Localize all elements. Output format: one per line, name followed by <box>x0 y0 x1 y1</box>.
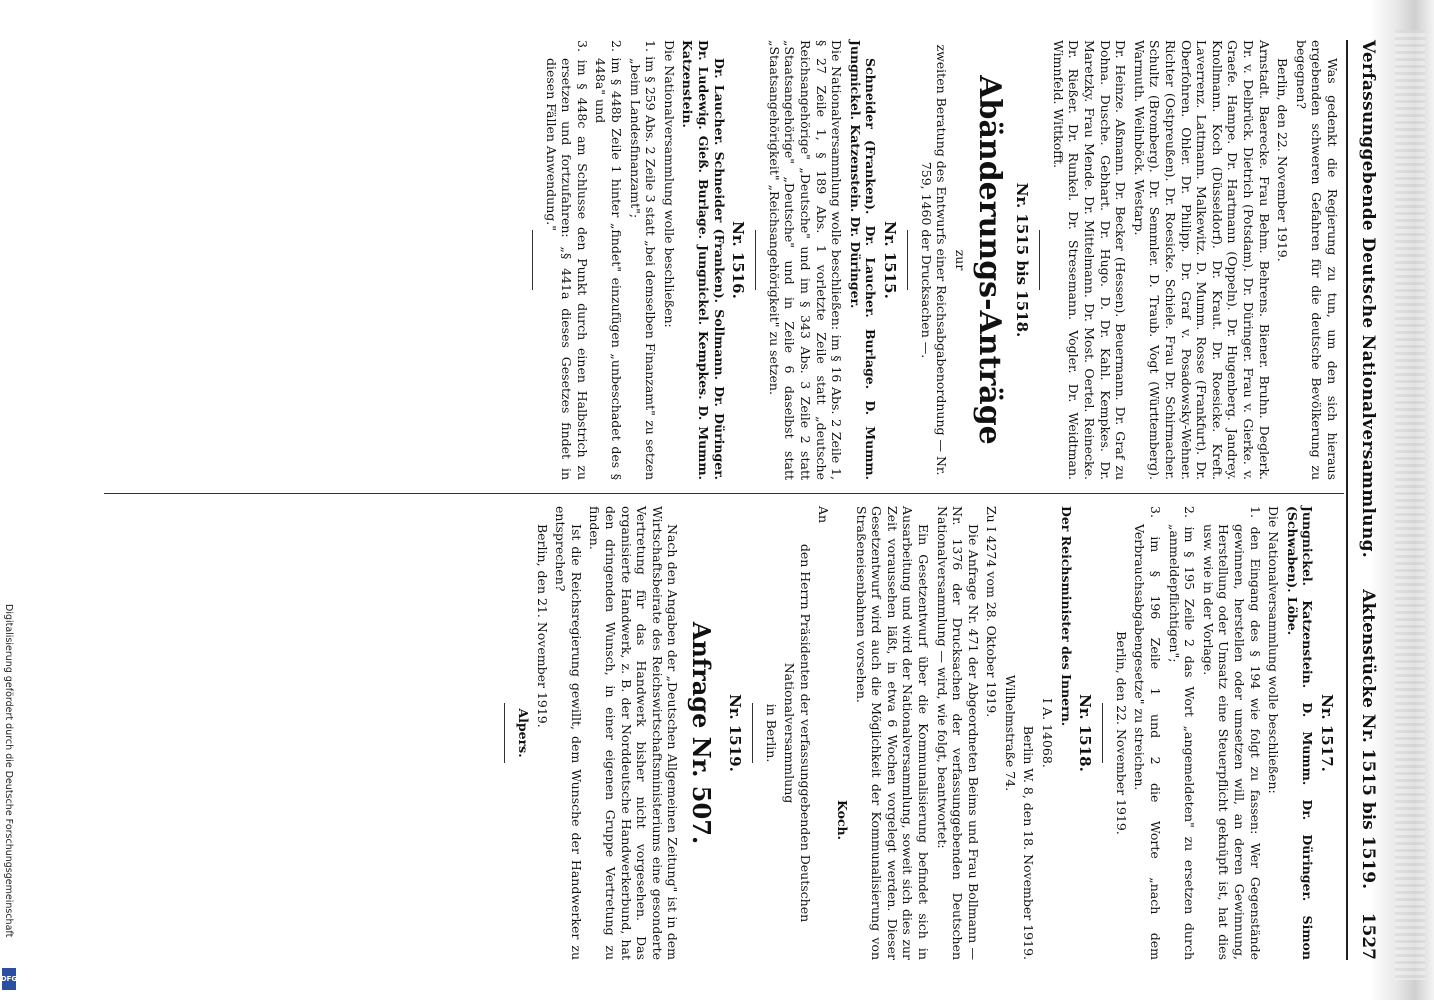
date-1517: Berlin, den 22. November 1919. <box>1113 631 1129 835</box>
heading-1519: Nr. 1519. <box>726 694 744 772</box>
item-1516-2: 2. im § 448b Zeile 1 hinter „findet" einzufügen „unbeschadet des § 448a" und <box>593 40 625 480</box>
lead-1516: Die Nationalversammlung wolle beschließen: <box>661 40 677 328</box>
header-right: Aktenstücke Nr. 1515 bis 1519. 1527 <box>1358 589 1378 960</box>
body-1519: Nach den Angaben der „Deutschen Allgemeinen Zeitung" ist in dem Wirtschaftsbeirate des Reichswirtschaftsministeriums eine gesonderte Vertretung für das Handwerk bisher nicht vorgesehen. Das organisierte Handwerk, z. B. der Norddeutsche Handwerkerbund, hat den dringenden Wunsch, in einer eigenen Gruppe Vertretung zu finden. <box>587 506 681 960</box>
separator <box>532 230 533 290</box>
heading-1515: Nr. 1515. <box>880 221 899 299</box>
heading-abaenderungs: Abänderungs-Anträge <box>971 75 1007 445</box>
separator <box>755 230 756 290</box>
place-date: Berlin W. 8, den 18. November 1919. <box>1021 725 1037 960</box>
page-number: 1527 <box>1358 912 1378 960</box>
signature-alpers: Alpers. <box>516 708 532 758</box>
an-line: An <box>816 506 832 524</box>
names-1517: Jungnickel. Katzenstein. D. Mumm. Dr. Düringer. Simon (Schwaben). Löbe. <box>1284 506 1316 960</box>
separator <box>907 230 908 290</box>
address-city: in Berlin. <box>763 703 779 763</box>
item-1517-3: 3. im § 196 Zeile 1 und 2 die Worte „nach dem Verbrauchsabgabengesetze" zu streichen. <box>1132 506 1164 960</box>
dateline: Berlin, den 22. November 1919. <box>1275 58 1291 262</box>
heading-anfrage: Anfrage Nr. 507. <box>687 621 717 845</box>
header-rule <box>1346 40 1348 960</box>
names-1515: Schneider (Franken). Dr. Laucher. Burlage. D. Mumm. Jungnickel. Katzenstein. Dr. Düringer. <box>847 40 879 480</box>
heading-1517: Nr. 1517. <box>1318 694 1336 772</box>
body-1518: Die Anfrage Nr. 471 der Abgeordneten Beims und Frau Bollmann — Nr. 1376 der Drucksachen der verfassunggebenden Deutschen Nationalversammlung — wird, wie folgt, beantwortet: <box>934 506 981 960</box>
body-1519b: Ist die Reichsregierung gewillt, dem Wunsche der Handwerker zu entsprechen? <box>553 506 584 960</box>
intro-text: Was gedenkt die Regierung zu tun, um den sich hieraus ergebenden schweren Gefahren für die deutsche Bevölkerung zu begegnen? <box>1293 40 1340 480</box>
heading-1518: Nr. 1518. <box>1076 694 1095 772</box>
signers-list-2: Dr. Heinze. Aßmann. Dr. Becker (Hessen). Beuermann. Dr. Graf zu Dohna. Dusche. Gebhart. Dr. Hugo. D. Dr. Kahl. Kempkes. Dr. Maretzky. Frau Mende. Dr. Mittelmann. Dr. Most. Oertel. Reinecke. Dr. Rießer. Dr. Runkel. Dr. Stresemann. Vogler. Dr. Weidtman. Wimnfeld. Wittkofft. <box>1050 40 1129 480</box>
column-rule <box>104 493 1344 494</box>
left-column <box>522 40 1340 480</box>
body-1518b: Ein Gesetzentwurf über die Kommunalisierung befindet sich in Ausarbeitung und wird der Nationalversammlung, soweit sich dies zur Zeit voraussehen läßt, in etwa 6 Wochen vorgelegt werden. Dieser Gesetzentwurf wird auch die Möglichkeit der Kommunalisierung von Straßeneisenbahnen vorsehen. <box>853 506 931 960</box>
heading-range: Nr. 1515 bis 1518. <box>1013 182 1032 338</box>
separator <box>1102 703 1103 763</box>
item-1517-2: 2. im § 195 Zeile 2 das Wort „angemeldeten" zu ersetzen durch „anmeldepflichtigen"; <box>1166 506 1198 960</box>
body-1515: Die Nationalversammlung wolle beschließen: im § 16 Abs. 2 Zeile 1, § 27 Zeile 1, § 189 Abs. 1 vorletzte Zeile statt „deutsche Reichsangehörige" „Deutsche" und im § 343 Abs. 3 Zeile 2 statt „Staatsangehörige" „Deutsche" und in Zeile 6 daselbst statt „Staatsangehörigkeit" „Reichsangehörigkeit" zu setzen. <box>766 40 845 480</box>
separator <box>504 703 505 763</box>
heading-1516: Nr. 1516. <box>729 221 748 299</box>
names-1516: Dr. Laucher. Schneider (Franken). Sollmann. Dr. Düringer. Dr. Ludewig. Gieß. Burlage. Jungnickel. Kempkes. D. Mumm. Katzenstein. <box>680 40 727 480</box>
minister-line: Der Reichsminister des Innern. <box>1058 506 1074 727</box>
sub-heading: zweiten Beratung des Entwurfs einer Reichsabgabenordnung — Nr. 759, 1460 der Drucksachen —. <box>918 44 950 476</box>
separator <box>752 703 753 763</box>
lead-1517: Die Nationalversammlung wolle beschließen: <box>1266 506 1282 794</box>
street: Wilhelmstraße 74. <box>1002 674 1018 792</box>
zur-text: zur <box>952 249 968 271</box>
right-column <box>494 506 1340 960</box>
item-1516-1: 1. im § 259 Abs. 2 Zeile 3 statt „bei demselben Finanzamt" zu setzen „beim Landesfinanzamt"; <box>627 40 659 480</box>
zu-line: Zu I 4274 vom 28. Oktober 1919. <box>984 506 1000 718</box>
date-1519: Berlin, den 21. November 1919. <box>534 524 550 728</box>
address: den Herrn Präsidenten der verfassunggebenden Deutschen Nationalversammlung <box>782 543 813 923</box>
dfg-logo: DFG <box>2 968 16 990</box>
page-header <box>1344 40 1378 960</box>
signers-list: Arnstadt. Baerecke. Frau Behm. Behrens. Biener. Bruhn. Deglerk. Dr. v. Delbrück. Dietrich (Potsdam). Dr. Düringer. Frau v. Gierke. v. Graefe. Hampe. Dr. Hartmann (Oppeln). Dr. Hugenberg. Jandrey. Knollmann. Koch (Düsseldorf). Dr. Kraut. Dr. Roesicke. Kreft. Laverrenz. Lattmann. Malkewitz. D. Mumm. Rosse (Frankfurt). Dr. Oberfohren. Ohler. Dr. Philipp. Dr. Graf v. Posadowsky-Wehner. Richter (Ostpreußen). Dr. Roesicke. Schiele. Frau Dr. Schirmacher. Schultz (Bromberg). Dr. Semmler. D. Traub. Vogt (Württemberg). Warmuth. Weilnböck. Westarp. <box>1131 40 1272 480</box>
separator <box>1039 230 1040 290</box>
item-1517-1: 1. den Eingang des § 194 wie folgt zu fassen: Wer Gegenstände gewinnen, herstellen oder umsetzen will, an deren Gewinnung, Herstellung oder Umsatz eine Steuerpflicht geknüpft ist, hat dies usw. wie in der Vorlage. <box>1200 506 1263 960</box>
header-title: Verfassunggebende Deutsche Nationalversammlung. <box>1358 40 1378 558</box>
item-1516-3: 3. im § 448c am Schlusse den Punkt durch einen Halbstrich zu ersetzen und fortzufahren: „§ 441a dieses Gesetzes findet in diesen Fällen Anwendung." <box>543 40 590 480</box>
reference-number: I A. 14068. <box>1040 698 1056 768</box>
signature-koch: Koch. <box>834 800 850 840</box>
digitization-note: Digitalisierung gefördert durch die Deutsche Forschungsgemeinschaft <box>3 604 14 938</box>
